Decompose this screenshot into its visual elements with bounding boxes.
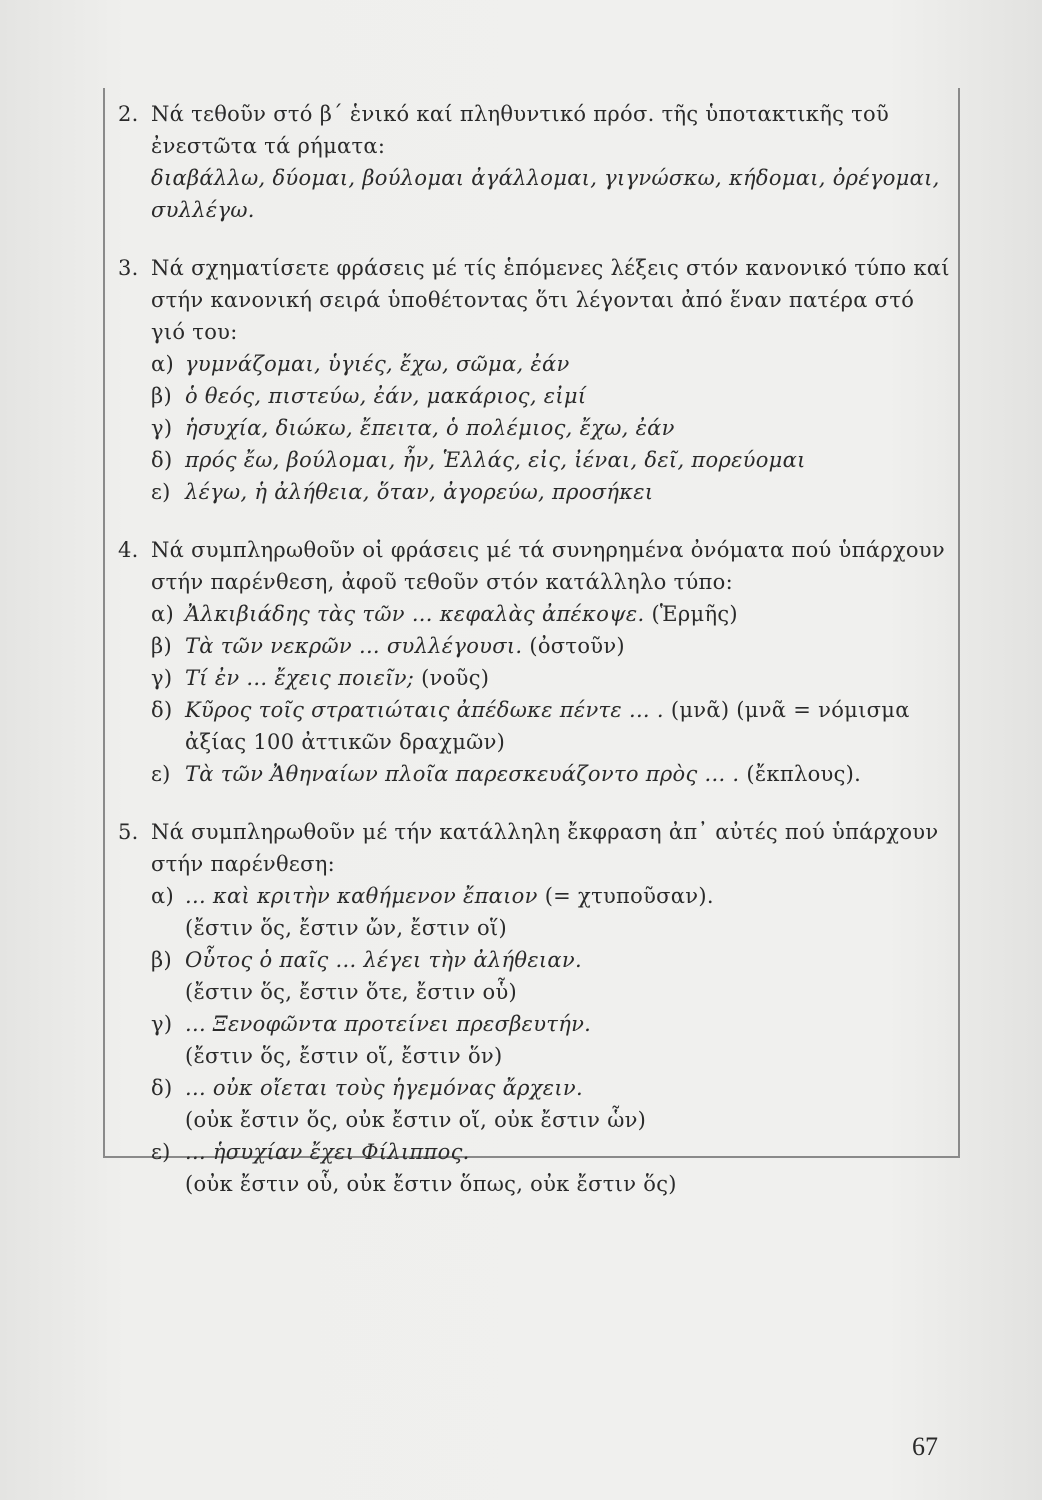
- exercise-instruction: Νά τεθοῦν στό β΄ ἑνικό καί πληθυντικό πρόσ. τῆς ὑποτακτικῆς τοῦ ἐνεστῶτα τά ρήματα:: [151, 102, 890, 158]
- list-item: ε) ... ἡσυχίαν ἔχει Φίλιππος. (οὐκ ἔστιν οὗ, οὐκ ἔστιν ὅπως, οὐκ ἔστιν ὅς): [151, 1140, 677, 1196]
- list-item: β) Τὰ τῶν νεκρῶν ... συλλέγουσι. (ὀστοῦν): [151, 634, 625, 658]
- list-item: α) ... καὶ κριτὴν καθήμενον ἔπαιον (= χτυποῦσαν). (ἔστιν ὅς, ἔστιν ὤν, ἔστιν οἵ): [151, 884, 714, 940]
- list-item: β) Οὗτος ὁ παῖς ... λέγει τὴν ἀλήθειαν. (ἔστιν ὅς, ἔστιν ὅτε, ἔστιν οὗ): [151, 948, 582, 1004]
- exercise-number: 3.: [118, 256, 139, 280]
- exercise-number: 4.: [118, 538, 139, 562]
- sentences: [151, 880, 950, 1200]
- list-item: β) ὁ θεός, πιστεύω, ἐάν, μακάριος, εἰμί: [151, 384, 587, 408]
- sentences: [151, 598, 950, 790]
- exercise-5: [118, 816, 950, 1200]
- list-item: γ) Τί ἐν ... ἔχεις ποιεῖν; (νοῦς): [151, 666, 490, 690]
- list-item: ε) λέγω, ἡ ἀλήθεια, ὅταν, ἀγορεύω, προσήκει: [151, 480, 654, 504]
- exercise-instruction: Νά σχηματίσετε φράσεις μέ τίς ἑπόμενες λέξεις στόν κανονικό τύπο καί στήν κανονική σειρά ὑποθέτοντας ὅτι λέγονται ἀπό ἕναν πατέρα στό γιό του:: [151, 256, 950, 344]
- list-item: δ) Κῦρος τοῖς στρατιώταις ἀπέδωκε πέντε ... . (μνᾶ) (μνᾶ = νόμισμα ἀξίας 100 ἀττικῶν δραχμῶν): [151, 698, 910, 754]
- list-item: α) Ἀλκιβιάδης τὰς τῶν ... κεφαλὰς ἀπέκοψε. (Ἑρμῆς): [151, 602, 738, 626]
- word-groups: [151, 348, 950, 508]
- exercise-2: [118, 98, 950, 226]
- verb-list: διαβάλλω, δύομαι, βούλομαι ἀγάλλομαι, γιγνώσκω, κήδομαι, ὀρέγομαι, συλλέγω.: [151, 166, 940, 222]
- exercise-4: [118, 534, 950, 790]
- page-number: 67: [912, 1432, 938, 1461]
- list-item: γ) ἡσυχία, διώκω, ἔπειτα, ὁ πολέμιος, ἔχω, ἐάν: [151, 416, 675, 440]
- exercise-number: 5.: [118, 820, 139, 844]
- exercise-instruction: Νά συμπληρωθοῦν μέ τήν κατάλληλη ἔκφραση ἀπ᾿ αὐτές πού ὑπάρχουν στήν παρένθεση:: [151, 820, 939, 876]
- list-item: α) γυμνάζομαι, ὑγιές, ἔχω, σῶμα, ἐάν: [151, 352, 570, 376]
- exercise-instruction: Νά συμπληρωθοῦν οἱ φράσεις μέ τά συνηρημένα ὀνόματα πού ὑπάρχουν στήν παρένθεση, ἀφοῦ τεθοῦν στόν κατάλληλο τύπο:: [151, 538, 945, 594]
- exercise-number: 2.: [118, 102, 139, 126]
- list-item: γ) ... Ξενοφῶντα προτείνει πρεσβευτήν. (ἔστιν ὅς, ἔστιν οἵ, ἔστιν ὅν): [151, 1012, 592, 1068]
- list-item: δ) ... οὐκ οἴεται τοὺς ἡγεμόνας ἄρχειν. (οὐκ ἔστιν ὅς, οὐκ ἔστιν οἵ, οὐκ ἔστιν ὧν): [151, 1076, 647, 1132]
- list-item: ε) Τὰ τῶν Ἀθηναίων πλοῖα παρεσκευάζοντο πρὸς ... . (ἔκπλους).: [151, 762, 862, 786]
- exercise-list: [118, 98, 950, 1226]
- list-item: δ) πρός ἔω, βούλομαι, ἦν, Ἑλλάς, εἰς, ἰέναι, δεῖ, πορεύομαι: [151, 448, 806, 472]
- exercise-3: [118, 252, 950, 508]
